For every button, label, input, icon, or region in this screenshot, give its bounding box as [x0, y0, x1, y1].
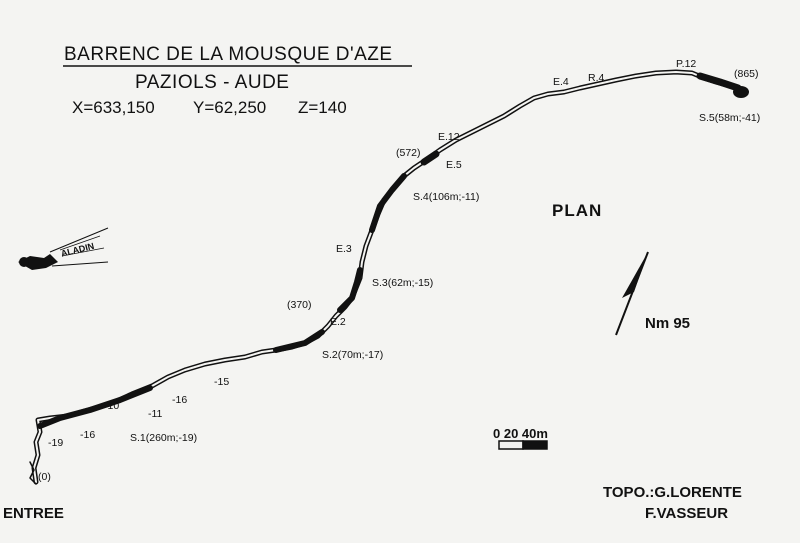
- label-e12: E.12: [438, 131, 460, 143]
- sump-label-s2: S.2(70m;-17): [322, 349, 384, 361]
- depth-label-m11: -11: [148, 408, 163, 420]
- depth-label-m16a: -16: [80, 429, 96, 441]
- terminal-sump: [733, 86, 749, 98]
- label-e3: E.3: [336, 243, 352, 255]
- club-logo-text: ALADIN: [59, 240, 96, 259]
- scale-bar-label: 0 20 40m: [493, 426, 548, 441]
- sump-s3: [340, 270, 360, 310]
- coordinate-z: Z=140: [298, 98, 347, 117]
- map-title: BARRENC DE LA MOUSQUE D'AZE: [64, 44, 393, 65]
- north-label: Nm 95: [645, 315, 691, 332]
- depth-label-m10: -10: [104, 400, 120, 412]
- label-p12: P.12: [676, 58, 697, 70]
- sump-s2: [276, 332, 322, 350]
- depth-label-m15: -15: [214, 376, 230, 388]
- sump-e5: [424, 154, 436, 162]
- coordinate-x: X=633,150: [72, 98, 155, 117]
- sump-label-s3: S.3(62m;-15): [372, 277, 434, 289]
- entrance-label: ENTREE: [3, 505, 64, 522]
- depth-label-m16b: -16: [172, 394, 188, 406]
- map-subtitle: PAZIOLS - AUDE: [135, 72, 290, 93]
- sump-label-s5: S.5(58m;-41): [699, 112, 761, 124]
- sump-label-s1: S.1(260m;-19): [130, 432, 198, 444]
- credit-line-1: TOPO.:G.LORENTE: [603, 484, 742, 501]
- depth-label-0: (0): [38, 471, 51, 483]
- distance-label-370: (370): [287, 299, 312, 311]
- sump-s5: [700, 76, 738, 88]
- label-e4: E.4: [553, 76, 569, 88]
- north-arrow: [616, 252, 648, 335]
- label-e2: E.2: [330, 316, 346, 328]
- label-e5: E.5: [446, 159, 462, 171]
- scale-bar: [499, 441, 547, 449]
- credit-line-2: F.VASSEUR: [645, 505, 729, 522]
- sump-s1: [40, 388, 150, 426]
- sump-s4: [372, 176, 404, 230]
- label-r4: R.4: [588, 72, 605, 84]
- plan-label: PLAN: [552, 201, 603, 220]
- distance-label-865: (865): [734, 68, 759, 80]
- coordinate-y: Y=62,250: [193, 98, 267, 117]
- distance-label-572: (572): [396, 147, 421, 159]
- sump-label-s4: S.4(106m;-11): [413, 191, 480, 203]
- depth-label-m19: -19: [48, 437, 64, 449]
